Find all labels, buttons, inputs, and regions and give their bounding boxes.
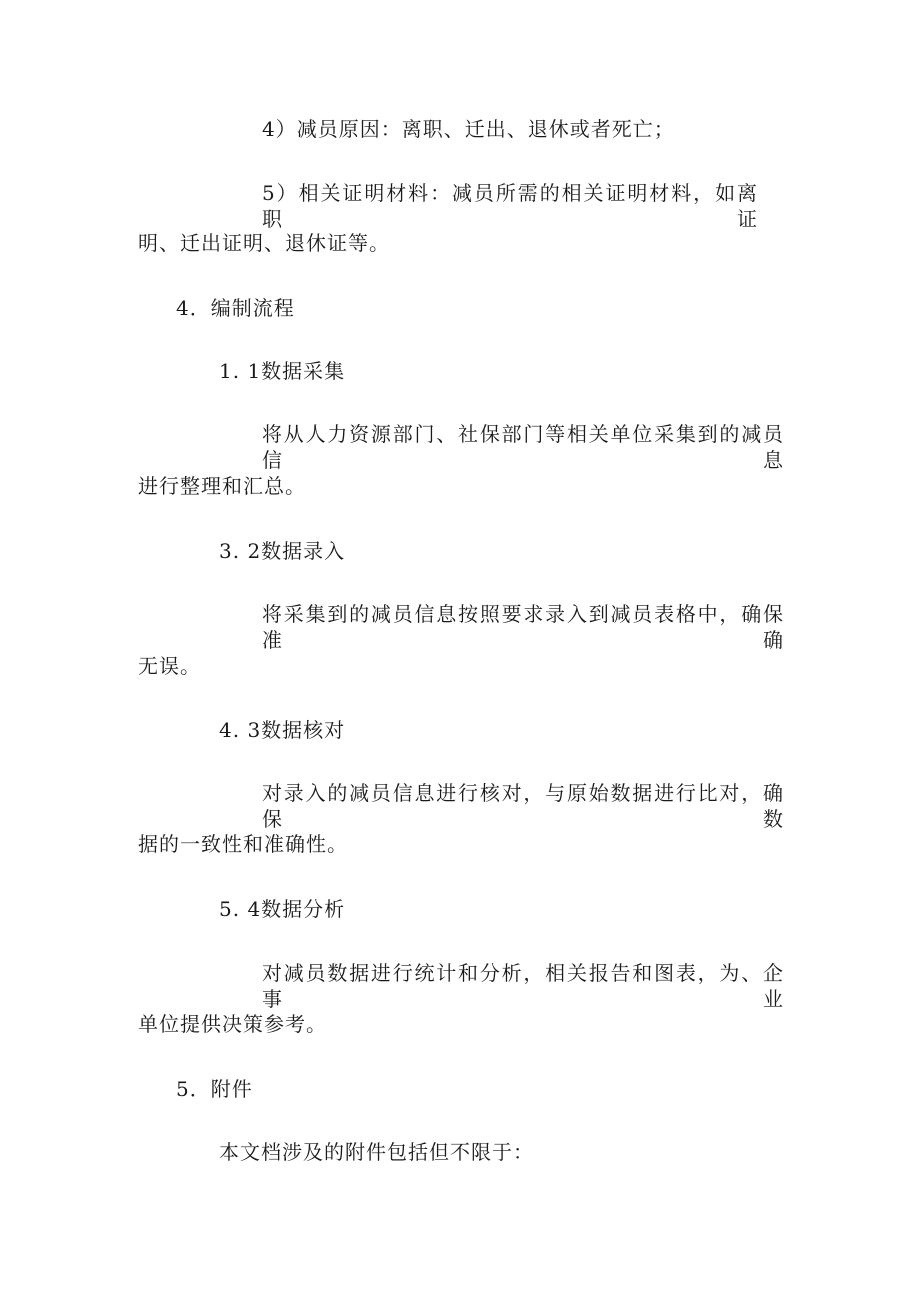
step-4-paragraph-line2: 单位提供决策参考。 [138,1012,327,1036]
section-4-heading: 4．编制流程 [176,296,295,320]
step-4-heading: 5. 4数据分析 [219,897,346,921]
step-3-heading: 4. 3数据核对 [219,718,346,742]
step-3-paragraph-line1: 对录入的减员信息进行核对，与原始数据进行比对，确保数 [262,781,784,831]
step-1-paragraph-line1: 将从人力资源部门、社保部门等相关单位采集到的减员信息 [262,422,784,472]
step-1-paragraph-line2: 进行整理和汇总。 [138,474,306,498]
step-1-heading: 1. 1数据采集 [219,359,346,383]
list-item-materials-line1: 5）相关证明材料：减员所需的相关证明材料，如离职证 [262,181,758,231]
section-5-intro: 本文档涉及的附件包括但不限于： [219,1140,534,1164]
step-3-paragraph-line2: 据的一致性和准确性。 [138,832,348,856]
step-2-paragraph-line2: 无误。 [138,654,201,678]
step-4-paragraph-line1: 对减员数据进行统计和分析，相关报告和图表，为、企事业 [262,961,784,1011]
section-5-heading: 5．附件 [176,1077,253,1101]
step-2-paragraph-line1: 将采集到的减员信息按照要求录入到减员表格中，确保准确 [262,602,784,652]
step-2-heading: 3. 2数据录入 [219,539,346,563]
list-item-reason: 4）减员原因：离职、迁出、退休或者死亡； [262,117,675,141]
list-item-materials-line2: 明、迁出证明、退休证等。 [138,231,390,255]
